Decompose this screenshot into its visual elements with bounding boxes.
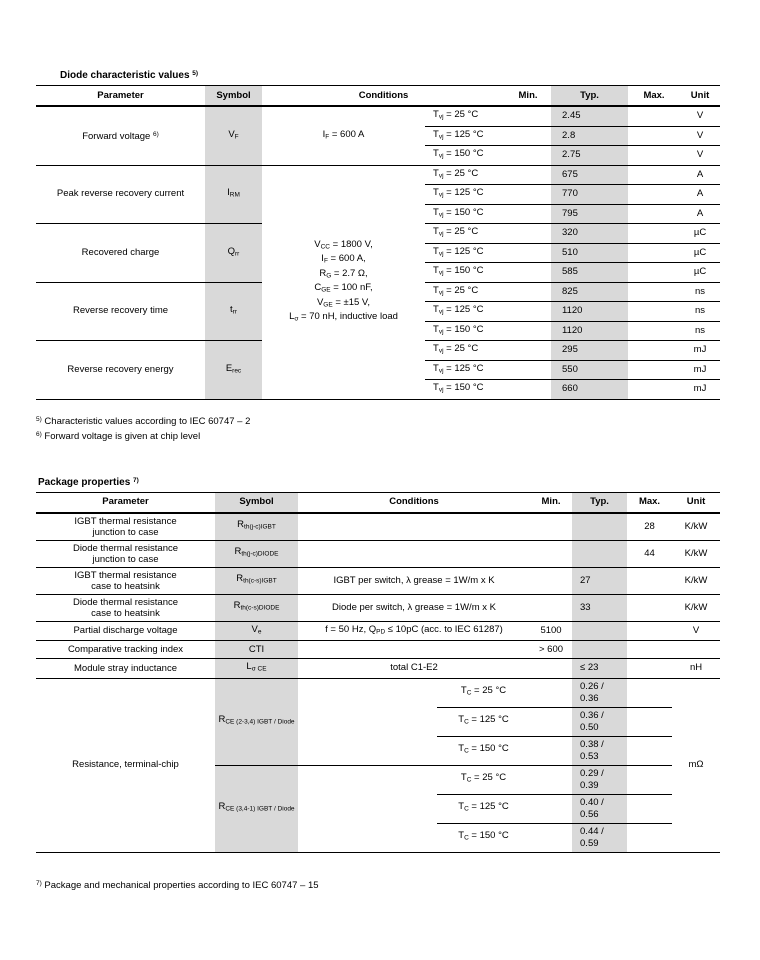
parameter-cell: Resistance, terminal-chip xyxy=(36,678,215,852)
symbol-cell: Erec xyxy=(205,341,262,400)
parameter-cell: IGBT thermal resistance case to heatsink xyxy=(36,567,215,594)
subcondition-cell: Tvj = 150 °C xyxy=(425,380,505,400)
unit-cell: mJ xyxy=(680,380,720,400)
header-symbol: Symbol xyxy=(205,86,262,107)
unit-cell: ns xyxy=(680,321,720,341)
min-cell xyxy=(505,204,551,224)
package-properties-title: Package properties $^{7)}$ xyxy=(38,476,139,488)
typ-cell xyxy=(572,513,627,541)
typ-cell: 770 xyxy=(551,185,628,205)
unit-cell: K/kW xyxy=(672,540,720,567)
min-cell xyxy=(530,540,572,567)
typ-cell: 510 xyxy=(551,243,628,263)
max-cell xyxy=(628,165,680,185)
typ-cell: 825 xyxy=(551,282,628,302)
typ-cell: 1120 xyxy=(551,321,628,341)
typ-cell: 660 xyxy=(551,380,628,400)
typ-cell: 0.38 / 0.53 xyxy=(572,736,627,765)
unit-cell xyxy=(672,641,720,659)
subcondition-cell: Tvj = 150 °C xyxy=(425,146,505,166)
typ-cell xyxy=(572,540,627,567)
subcondition-cell: Tvj = 125 °C xyxy=(425,302,505,322)
typ-cell: 2.75 xyxy=(551,146,628,166)
condition-cell: f = 50 Hz, QPD ≤ 10pC (acc. to IEC 61287) xyxy=(298,621,530,641)
subcondition-cell: Tvj = 25 °C xyxy=(425,282,505,302)
typ-cell: 2.8 xyxy=(551,126,628,146)
unit-cell: mJ xyxy=(680,360,720,380)
min-cell xyxy=(505,185,551,205)
typ-cell: 795 xyxy=(551,204,628,224)
header-max: Max. xyxy=(627,492,672,513)
symbol-cell: Rth(j-c)IGBT xyxy=(215,513,298,541)
subcondition-cell: Tvj = 125 °C xyxy=(425,185,505,205)
max-cell xyxy=(628,380,680,400)
unit-cell: A xyxy=(680,165,720,185)
typ-cell xyxy=(572,641,627,659)
unit-cell: µC xyxy=(680,224,720,244)
max-cell xyxy=(628,282,680,302)
max-cell xyxy=(627,707,672,736)
condition-cell: IF = 600 A xyxy=(262,106,425,165)
unit-cell: ns xyxy=(680,302,720,322)
parameter-cell: Peak reverse recovery current xyxy=(36,165,205,224)
max-cell xyxy=(628,224,680,244)
symbol-cell: Ve xyxy=(215,621,298,641)
footnote-5: $^{5)}$ Characteristic values according to IEC 60747 – 2 xyxy=(36,415,251,427)
condition-cell xyxy=(298,641,530,659)
unit-cell: K/kW xyxy=(672,594,720,621)
unit-cell: nH xyxy=(672,659,720,679)
subcondition-cell: TC = 125 °C xyxy=(437,707,530,736)
condition-cell xyxy=(298,513,530,541)
max-cell xyxy=(627,794,672,823)
symbol-cell: trr xyxy=(205,282,262,341)
header-unit: Unit xyxy=(680,86,720,107)
condition-cell: Diode per switch, λ grease = 1W/m x K xyxy=(298,594,530,621)
unit-cell: A xyxy=(680,185,720,205)
subcondition-cell: Tvj = 150 °C xyxy=(425,321,505,341)
parameter-cell: Module stray inductance xyxy=(36,659,215,679)
min-cell xyxy=(530,794,572,823)
min-cell xyxy=(530,678,572,707)
condition-line: VGE = ±15 V, xyxy=(316,296,371,308)
symbol-cell: Rth(c-s)IGBT xyxy=(215,567,298,594)
subcondition-cell: Tvj = 125 °C xyxy=(425,243,505,263)
table-row xyxy=(36,165,720,185)
symbol-cell: RCE (3,4-1) IGBT / Diode xyxy=(215,765,298,852)
header-unit: Unit xyxy=(672,492,720,513)
table-row xyxy=(36,540,720,567)
header-conditions: Conditions xyxy=(262,86,505,107)
header-conditions: Conditions xyxy=(298,492,530,513)
header-min: Min. xyxy=(530,492,572,513)
max-cell xyxy=(627,641,672,659)
min-cell xyxy=(505,360,551,380)
unit-cell: mΩ xyxy=(672,678,720,852)
condition-cell xyxy=(298,678,437,765)
max-cell xyxy=(628,185,680,205)
table-row xyxy=(36,659,720,679)
typ-cell: 27 xyxy=(572,567,627,594)
table-row xyxy=(36,678,720,707)
table-row xyxy=(36,594,720,621)
typ-cell: 675 xyxy=(551,165,628,185)
min-cell xyxy=(505,380,551,400)
max-cell xyxy=(627,621,672,641)
unit-cell: V xyxy=(672,621,720,641)
unit-cell: V xyxy=(680,126,720,146)
condition-cell xyxy=(298,540,530,567)
table-row xyxy=(36,567,720,594)
max-cell xyxy=(627,736,672,765)
header-row xyxy=(36,86,720,107)
parameter-cell: Diode thermal resistance case to heatsink xyxy=(36,594,215,621)
parameter-cell: Partial discharge voltage xyxy=(36,621,215,641)
typ-cell xyxy=(572,621,627,641)
subcondition-cell: TC = 150 °C xyxy=(437,736,530,765)
max-cell xyxy=(628,360,680,380)
subcondition-cell: TC = 150 °C xyxy=(437,823,530,852)
symbol-cell: Rth(j-c)DIODE xyxy=(215,540,298,567)
symbol-cell: Lσ CE xyxy=(215,659,298,679)
header-symbol: Symbol xyxy=(215,492,298,513)
typ-cell: 0.36 / 0.50 xyxy=(572,707,627,736)
table-row xyxy=(36,106,720,126)
table-row xyxy=(36,513,720,541)
max-cell xyxy=(628,341,680,361)
header-typ: Typ. xyxy=(551,86,628,107)
typ-cell: 295 xyxy=(551,341,628,361)
condition-line: IF = 600 A, xyxy=(321,253,366,265)
condition-line: VCC = 1800 V, xyxy=(314,238,373,250)
typ-cell: 550 xyxy=(551,360,628,380)
min-cell xyxy=(530,659,572,679)
unit-cell: mJ xyxy=(680,341,720,361)
symbol-cell: Qrr xyxy=(205,224,262,283)
subcondition-cell: Tvj = 25 °C xyxy=(425,341,505,361)
footnote-7: $^{7)}$ Package and mechanical properties according to IEC 60747 – 15 xyxy=(36,879,319,891)
max-cell xyxy=(627,567,672,594)
header-max: Max. xyxy=(628,86,680,107)
unit-cell: ns xyxy=(680,282,720,302)
table-row xyxy=(36,621,720,641)
package-properties-table xyxy=(36,492,720,853)
min-cell xyxy=(530,765,572,794)
condition-line: RG = 2.7 Ω, xyxy=(319,267,368,279)
subcondition-cell: TC = 125 °C xyxy=(437,794,530,823)
typ-cell: 0.26 / 0.36 xyxy=(572,678,627,707)
header-row xyxy=(36,492,720,513)
unit-cell: µC xyxy=(680,243,720,263)
subcondition-cell: Tvj = 125 °C xyxy=(425,360,505,380)
typ-cell: 320 xyxy=(551,224,628,244)
min-cell xyxy=(505,106,551,126)
max-cell xyxy=(628,243,680,263)
unit-cell: V xyxy=(680,146,720,166)
typ-cell: 0.40 / 0.56 xyxy=(572,794,627,823)
unit-cell: µC xyxy=(680,263,720,283)
typ-cell: 585 xyxy=(551,263,628,283)
typ-cell: 0.29 / 0.39 xyxy=(572,765,627,794)
diode-characteristics-table xyxy=(36,85,720,400)
min-cell xyxy=(505,165,551,185)
min-cell xyxy=(505,146,551,166)
min-cell xyxy=(530,707,572,736)
subcondition-cell: Tvj = 125 °C xyxy=(425,126,505,146)
min-cell xyxy=(505,341,551,361)
max-cell xyxy=(627,594,672,621)
footnote-6: $^{6)}$ Forward voltage is given at chip level xyxy=(36,430,201,442)
min-cell xyxy=(505,282,551,302)
min-cell xyxy=(505,321,551,341)
max-cell xyxy=(627,823,672,852)
subcondition-cell: Tvj = 150 °C xyxy=(425,263,505,283)
condition-line: Lσ = 70 nH, inductive load xyxy=(289,311,398,323)
subcondition-cell: Tvj = 25 °C xyxy=(425,106,505,126)
symbol-cell: Rth(c-s)DIODE xyxy=(215,594,298,621)
condition-cell: IGBT per switch, λ grease = 1W/m x K xyxy=(298,567,530,594)
header-parameter: Parameter xyxy=(36,86,205,107)
max-cell xyxy=(627,765,672,794)
diode-characteristics-title: Diode characteristic values $^{5)}$ xyxy=(60,70,199,81)
typ-cell: 33 xyxy=(572,594,627,621)
typ-cell: 2.45 xyxy=(551,106,628,126)
condition-cell xyxy=(298,765,437,852)
symbol-cell: RCE (2-3,4) IGBT / Diode xyxy=(215,678,298,765)
max-cell xyxy=(627,659,672,679)
max-cell xyxy=(628,126,680,146)
subcondition-cell: TC = 25 °C xyxy=(437,678,530,707)
typ-cell: 0.44 / 0.59 xyxy=(572,823,627,852)
header-parameter: Parameter xyxy=(36,492,215,513)
parameter-cell: Reverse recovery time xyxy=(36,282,205,341)
subcondition-cell: TC = 25 °C xyxy=(437,765,530,794)
condition-cell: total C1-E2 xyxy=(298,659,530,679)
min-cell xyxy=(530,513,572,541)
parameter-cell: Comparative tracking index xyxy=(36,641,215,659)
min-cell xyxy=(530,594,572,621)
parameter-cell: IGBT thermal resistance junction to case xyxy=(36,513,215,541)
max-cell xyxy=(627,678,672,707)
subcondition-cell: Tvj = 150 °C xyxy=(425,204,505,224)
max-cell: 28 xyxy=(627,513,672,541)
max-cell: 44 xyxy=(627,540,672,567)
unit-cell: A xyxy=(680,204,720,224)
min-cell xyxy=(505,224,551,244)
header-typ: Typ. xyxy=(572,492,627,513)
max-cell xyxy=(628,302,680,322)
min-cell xyxy=(505,263,551,283)
parameter-cell: Diode thermal resistance junction to case xyxy=(36,540,215,567)
unit-cell: K/kW xyxy=(672,513,720,541)
min-cell xyxy=(505,126,551,146)
subcondition-cell: Tvj = 25 °C xyxy=(425,224,505,244)
parameter-cell: Reverse recovery energy xyxy=(36,341,205,400)
header-min: Min. xyxy=(505,86,551,107)
unit-cell: V xyxy=(680,106,720,126)
typ-cell: ≤ 23 xyxy=(572,659,627,679)
min-cell xyxy=(530,736,572,765)
symbol-cell: VF xyxy=(205,106,262,165)
typ-cell: 1120 xyxy=(551,302,628,322)
min-cell: > 600 xyxy=(530,641,572,659)
unit-cell: K/kW xyxy=(672,567,720,594)
max-cell xyxy=(628,146,680,166)
footnotes-block xyxy=(36,413,720,443)
max-cell xyxy=(628,263,680,283)
subcondition-cell: Tvj = 25 °C xyxy=(425,165,505,185)
shared-conditions-cell xyxy=(262,165,425,399)
min-cell xyxy=(530,823,572,852)
min-cell xyxy=(505,302,551,322)
parameter-cell: Forward voltage $^{6)}$ xyxy=(36,106,205,165)
min-cell xyxy=(530,567,572,594)
parameter-cell: Recovered charge xyxy=(36,224,205,283)
min-cell xyxy=(505,243,551,263)
max-cell xyxy=(628,321,680,341)
table-row xyxy=(36,641,720,659)
datasheet-page xyxy=(36,68,720,892)
max-cell xyxy=(628,106,680,126)
min-cell: 5100 xyxy=(530,621,572,641)
symbol-cell: IRM xyxy=(205,165,262,224)
max-cell xyxy=(628,204,680,224)
condition-line: CGE = 100 nF, xyxy=(314,282,373,294)
symbol-cell: CTI xyxy=(215,641,298,659)
